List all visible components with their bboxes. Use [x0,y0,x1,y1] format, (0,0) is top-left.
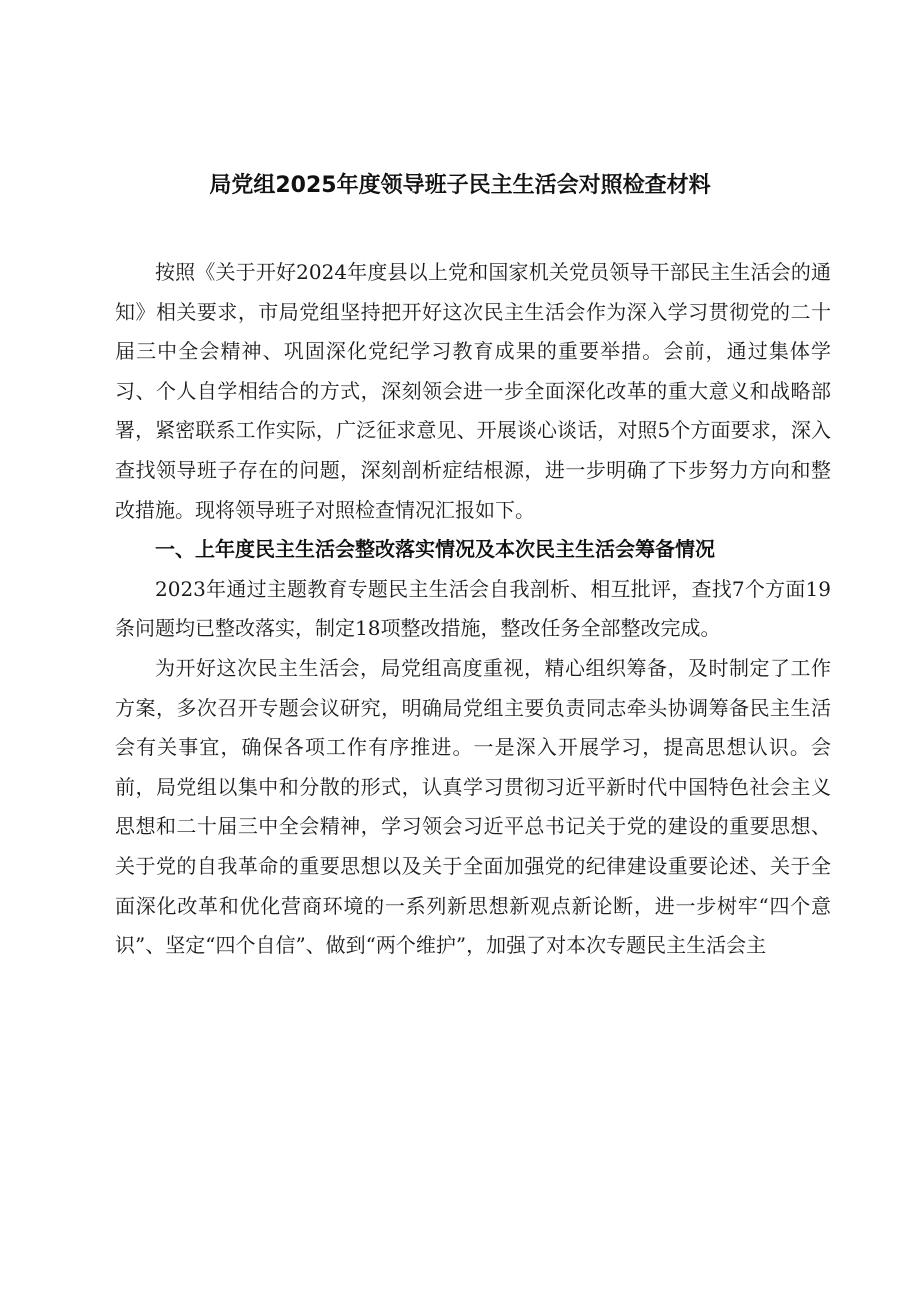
document-title: 局党组2025年度领导班子民主生活会对照检查材料 [209,173,711,198]
rectification-paragraph: 2023年通过主题教育专题民主生活会自我剖析、相互批评，查找7个方面19条问题均已整改落实，制定18项整改措施，整改任务全部整改完成。 [115,576,831,641]
document-body [115,253,831,966]
intro-paragraph: 按照《关于开好2024年度县以上党和国家机关党员领导干部民主生活会的通知》相关要求，市局党组坚持把开好这次民主生活会作为深入学习贯彻党的二十届三中全会精神、巩固深化党纪学习教育成果的重要举措。会前，通过集体学习、个人自学相结合的方式，深刻领会进一步全面深化改革的重大意义和战略部署，紧密联系工作实际，广泛征求意见、开展谈心谈话，对照5个方面要求，深入查找领导班子存在的问题，深刻剖析症结根源，进一步明确了下步努力方向和整改措施。现将领导班子对照检查情况汇报如下。 [115,260,831,522]
preparation-paragraph: 为开好这次民主生活会，局党组高度重视，精心组织筹备，及时制定了工作方案，多次召开专题会议研究，明确局党组主要负责同志牵头协调筹备民主生活会有关事宜，确保各项工作有序推进。一是深入开展学习，提高思想认识。会前，局党组以集中和分散的形式，认真学习贯彻习近平新时代中国特色社会主义思想和二十届三中全会精神，学习领会习近平总书记关于党的建设的重要思想、关于党的自我革命的重要思想以及关于全面加强党的纪律建设重要论述、关于全面深化改革和优化营商环境的一系列新思想新观点新论断，进一步树牢“四个意识”、坚定“四个自信”、做到“两个维护”，加强了对本次专题民主生活会主 [115,655,831,958]
section-heading: 一、上年度民主生活会整改落实情况及本次民主生活会筹备情况 [155,537,715,562]
